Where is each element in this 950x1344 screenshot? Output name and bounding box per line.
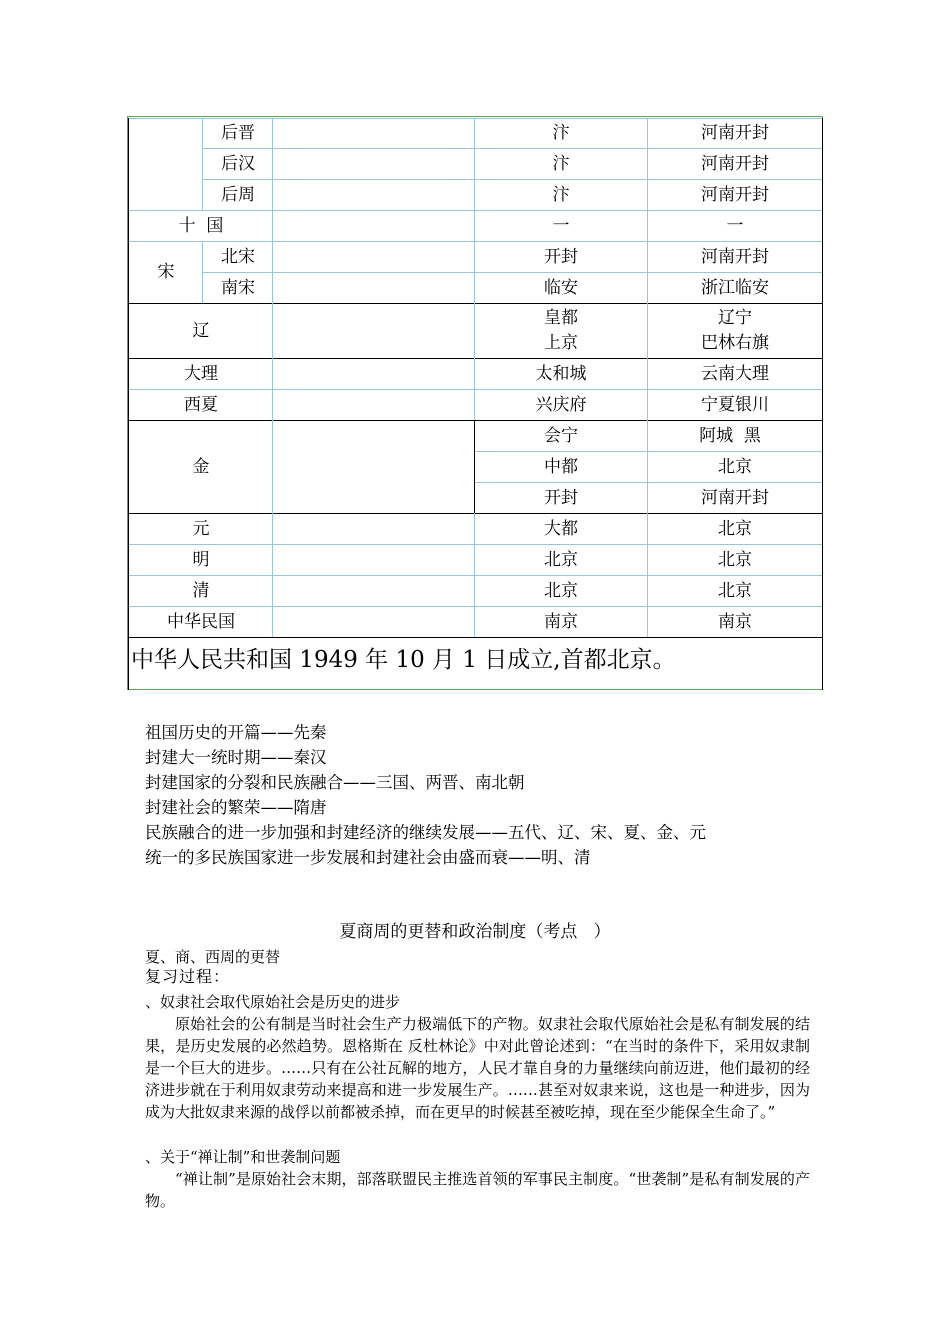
paragraph-text: “禅让制”是原始社会末期，部落联盟民主推选首领的军事民主制度。“世袭制”是私有制发展的产物。 — [145, 1170, 810, 1210]
location-cell: 河南开封 — [701, 247, 769, 267]
capital-cell: 汴 — [552, 185, 570, 205]
capital-cell: 开封 — [544, 247, 578, 267]
dynasty-name: 北宋 — [221, 247, 255, 267]
table-rule — [129, 118, 822, 119]
dynasty-name: 南宋 — [221, 278, 255, 298]
dynasty-name: 大理 — [184, 364, 218, 384]
location-cell: 南京 — [718, 612, 752, 632]
dynasty-name: 明 — [192, 550, 210, 570]
dynasty-name: 后汉 — [221, 154, 255, 174]
table-rule — [202, 272, 822, 273]
list-item: 封建大一统时期——秦汉 — [145, 748, 327, 767]
table-rule — [129, 303, 822, 304]
table-rule — [129, 544, 822, 545]
dynasty-name: 元 — [192, 519, 210, 539]
capital-cell: 北京 — [544, 550, 578, 570]
section-heading: 、奴隶社会取代原始社会是历史的进步 — [145, 993, 401, 1011]
location-cell — [701, 306, 769, 356]
location-cell: 一 — [726, 216, 744, 236]
list-item: 封建社会的繁荣——隋唐 — [145, 798, 327, 817]
table-rule — [822, 118, 823, 690]
location-cell: 浙江临安 — [701, 278, 769, 298]
lesson-title: 夏商周的更替和政治制度（考点 ） — [339, 922, 611, 942]
table-rule — [474, 451, 822, 452]
table-rule — [129, 389, 822, 390]
dynasty-name: 西夏 — [184, 395, 218, 415]
location-cell: 北京 — [718, 519, 752, 539]
dynasty-name: 中华民国 — [167, 612, 235, 632]
location-cell: 河南开封 — [701, 123, 769, 143]
dynasty-name: 金 — [192, 457, 210, 477]
location-cell: 河南开封 — [701, 154, 769, 174]
dynasty-name: 辽 — [192, 321, 210, 341]
table-footer-note: 中华人民共和国 1949 年 10 月 1 日成立,首都北京。 — [131, 647, 676, 673]
table-rule — [474, 482, 822, 483]
table-rule — [474, 420, 475, 513]
location-cell: 河南开封 — [701, 488, 769, 508]
location-cell: 北京 — [718, 581, 752, 601]
table-rule — [129, 358, 822, 359]
capital-cell: 一 — [552, 216, 570, 236]
table-rule — [272, 118, 273, 637]
capital-cell: 汴 — [552, 154, 570, 174]
capital-cell: 大都 — [544, 519, 578, 539]
capital-cell: 南京 — [544, 612, 578, 632]
list-item: 祖国历史的开篇——先秦 — [145, 723, 327, 742]
location-cell: 北京 — [718, 550, 752, 570]
location-cell: 河南开封 — [701, 185, 769, 205]
location-cell: 宁夏银川 — [701, 395, 769, 415]
capital-cell: 太和城 — [535, 364, 587, 384]
table-rule — [129, 420, 822, 421]
capital-cell: 会宁 — [544, 426, 578, 446]
table-rule — [129, 210, 822, 211]
dynasty-name: 十 国 — [178, 216, 224, 236]
period-summary-list — [145, 720, 706, 870]
table-rule — [129, 606, 822, 607]
location-line: 巴林右旗 — [701, 333, 769, 353]
table-rule — [128, 118, 129, 690]
table-rule — [202, 241, 203, 303]
capital-cell: 开封 — [544, 488, 578, 508]
table-rule — [202, 118, 203, 210]
capital-cell: 临安 — [544, 278, 578, 298]
section-paragraph — [145, 1013, 810, 1123]
list-item: 统一的多民族国家进一步发展和封建社会由盛而衰——明、清 — [145, 848, 591, 867]
capital-cell: 汴 — [552, 123, 570, 143]
paragraph-text: 原始社会的公有制是当时社会生产力极端低下的产物。奴隶社会取代原始社会是私有制发展的结果，是历史发展的必然趋势。恩格斯在 反杜林论》中对此曾论述到：“在当时的条件下，采用奴隶制是一个巨大的进步。……只有在公社瓦解的地方，人民才靠自身的力量继续向前迈进，他们最初的经济进步就在于利用奴隶劳动来提高和进一步发展生产。……甚至对奴隶来说，这也是一种进步，因为成为大批奴隶来源的战俘以前都被杀掉，而在更早的时候甚至被吃掉，现在至少能保全生命了。” — [145, 1015, 810, 1121]
section-paragraph — [145, 1168, 810, 1212]
dynasty-name: 清 — [192, 581, 210, 601]
table-rule — [647, 118, 648, 637]
dynasty-name: 后晋 — [221, 123, 255, 143]
location-cell: 阿城 黑 — [699, 426, 761, 446]
table-rule — [474, 118, 475, 420]
dynasty-group-label: 宋 — [157, 262, 175, 282]
table-rule — [129, 241, 822, 242]
section-heading: 、关于“禅让制”和世袭制问题 — [145, 1148, 341, 1166]
location-cell: 北京 — [718, 457, 752, 477]
review-label: 复习过程： — [145, 967, 231, 986]
table-rule — [202, 179, 822, 180]
table-rule — [129, 637, 822, 638]
table-rule — [474, 513, 475, 637]
list-item: 封建国家的分裂和民族融合——三国、两晋、南北朝 — [145, 773, 525, 792]
location-line: 辽宁 — [718, 308, 752, 328]
capital-cell: 中都 — [544, 457, 578, 477]
list-item: 民族融合的进一步加强和封建经济的继续发展——五代、辽、宋、夏、金、元 — [145, 823, 706, 842]
capital-line: 皇都 — [544, 308, 578, 328]
dynasty-name: 后周 — [221, 185, 255, 205]
capital-cell: 北京 — [544, 581, 578, 601]
capital-cell: 兴庆府 — [535, 395, 587, 415]
capital-line: 上京 — [544, 333, 578, 353]
location-cell: 云南大理 — [701, 364, 769, 384]
capital-cell — [544, 306, 578, 356]
table-rule — [129, 575, 822, 576]
table-rule — [129, 513, 822, 514]
lesson-subtitle: 夏、商、西周的更替 — [145, 948, 281, 966]
table-rule — [202, 148, 822, 149]
